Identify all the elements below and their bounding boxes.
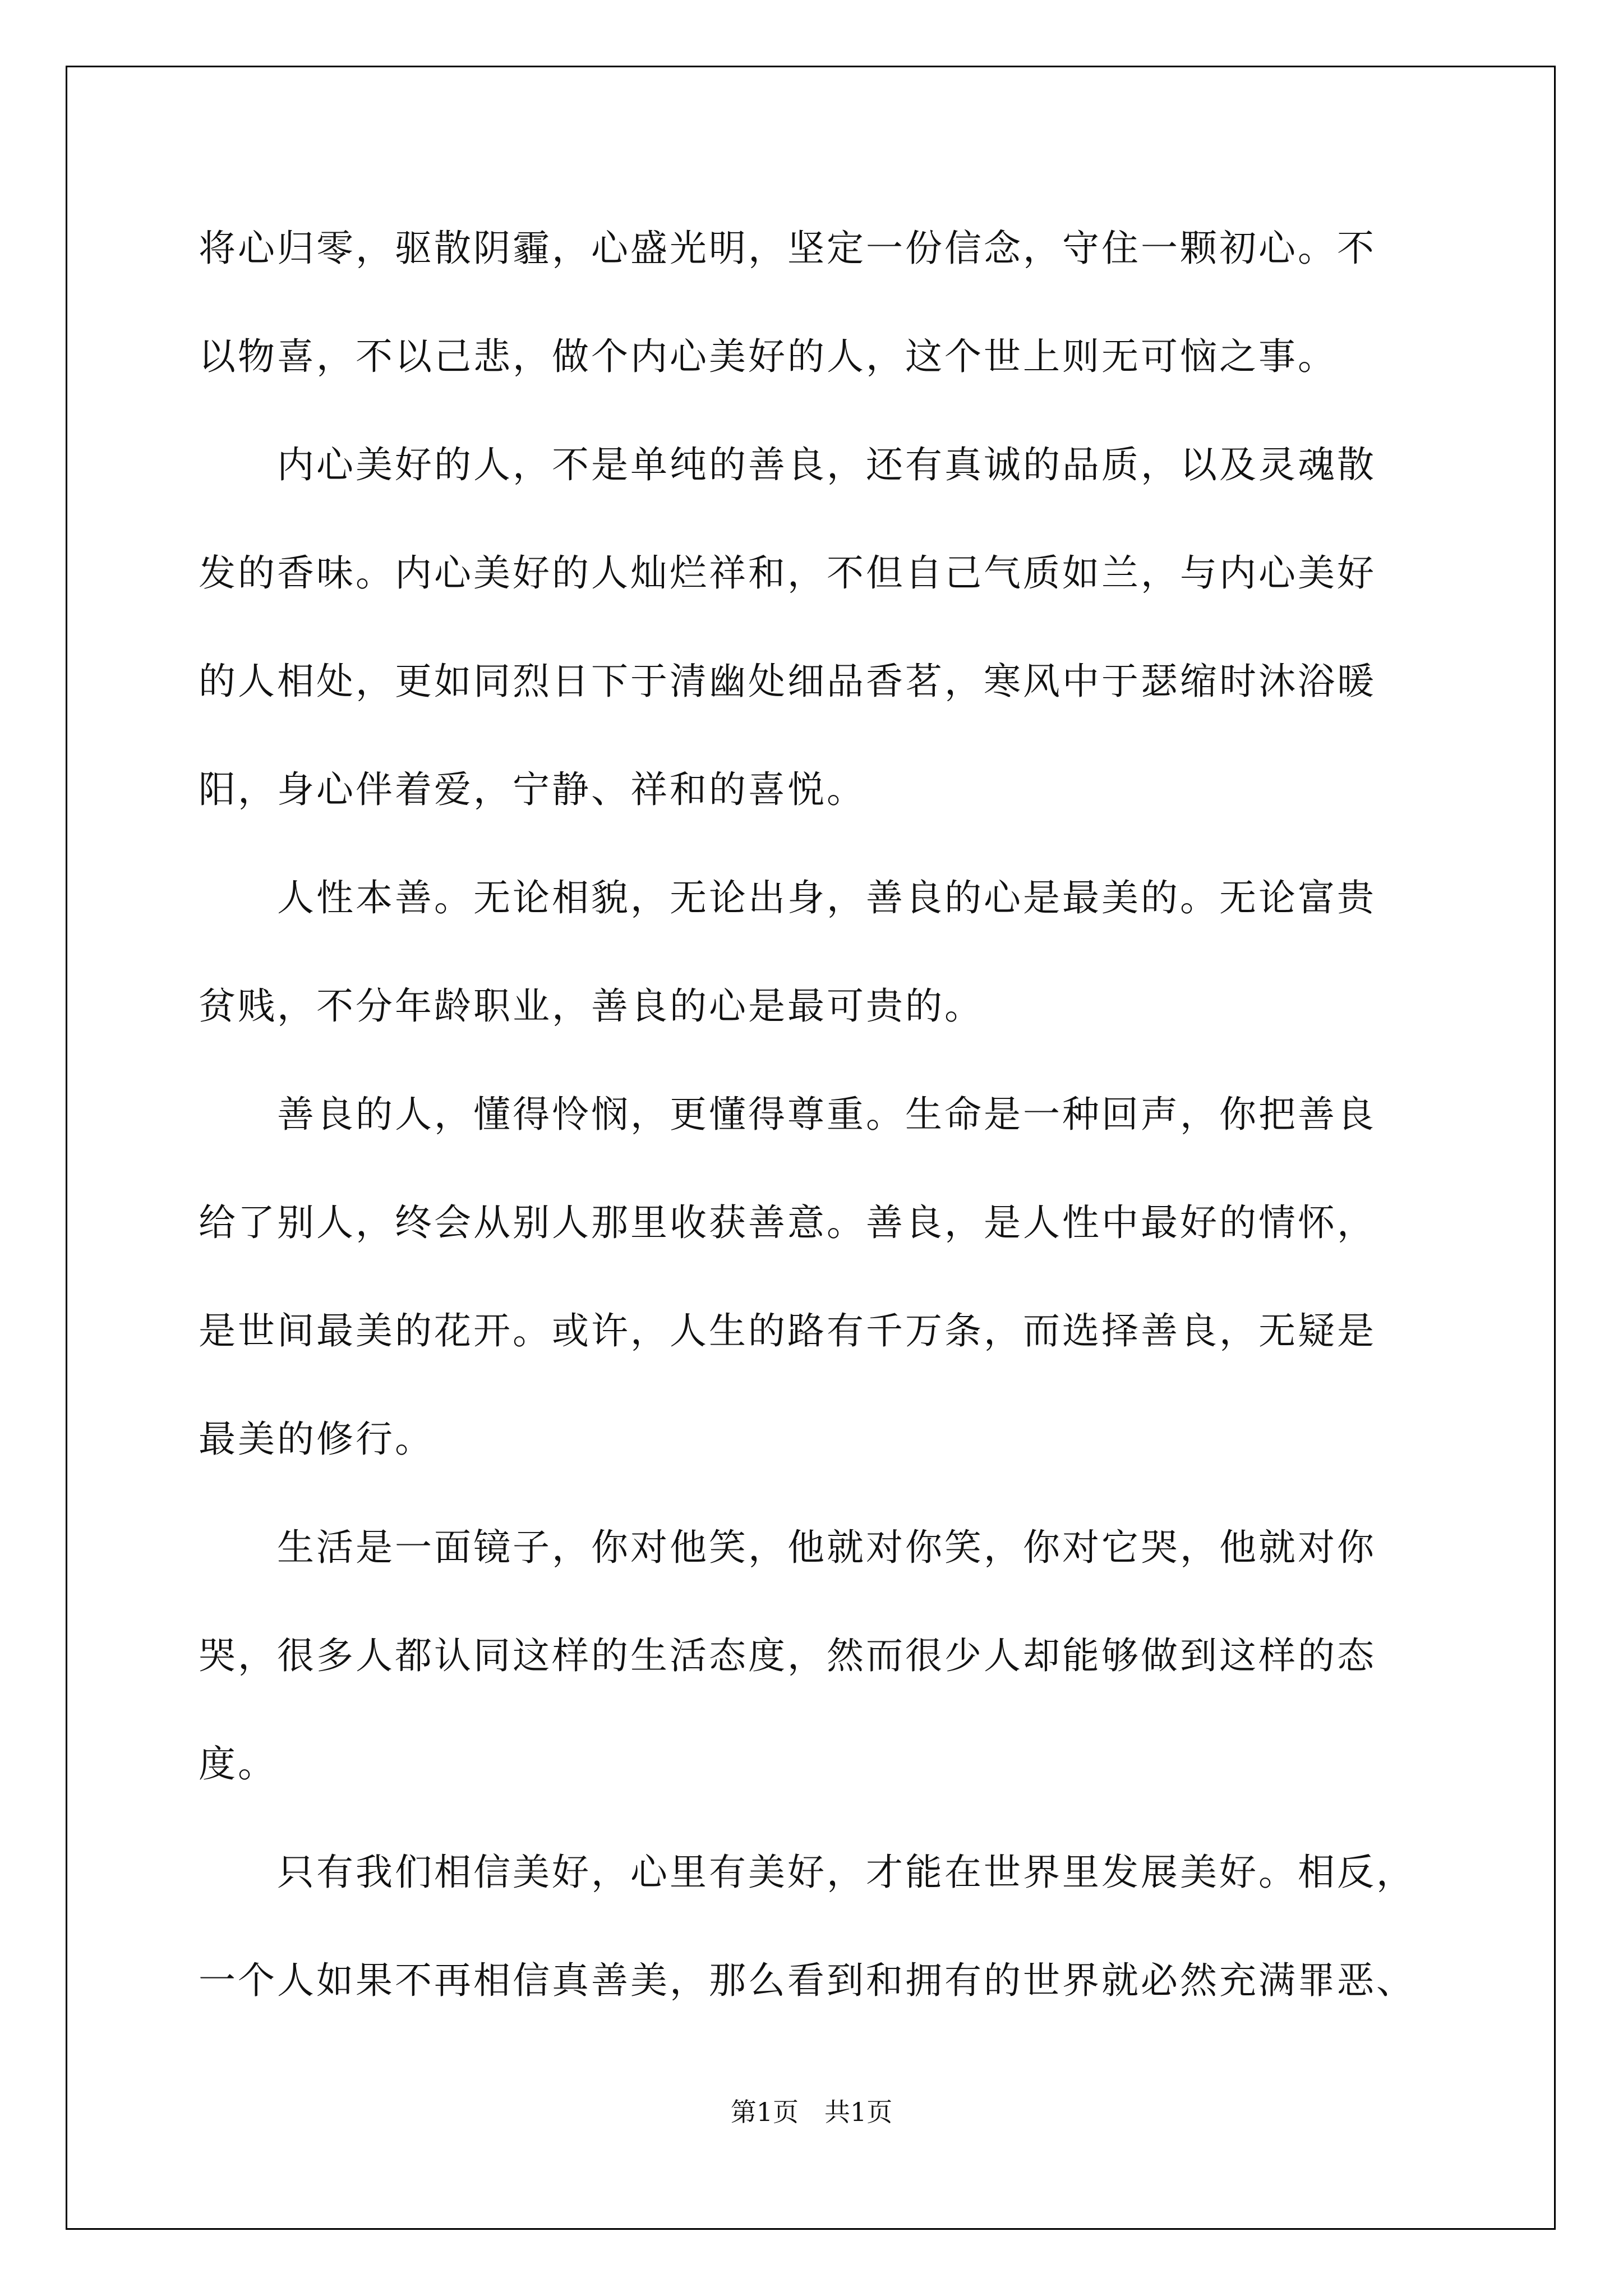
- text-line: 贫贱，不分年龄职业，善良的心是最可贵的。: [199, 984, 984, 1028]
- text-line: 哭，很多人都认同这样的生活态度，然而很少人却能够做到这样的态: [199, 1634, 1376, 1677]
- text-line: 发的香味。内心美好的人灿烂祥和，不但自己气质如兰，与内心美好: [199, 551, 1376, 595]
- text-line: 善良的人，懂得怜悯，更懂得尊重。生命是一种回声，你把善良: [199, 1093, 1376, 1136]
- text-line: 将心归零，驱散阴霾，心盛光明，坚定一份信念，守住一颗初心。不: [199, 227, 1376, 270]
- text-line: 人性本善。无论相貌，无论出身，善良的心是最美的。无论富贵: [199, 876, 1376, 919]
- text-line: 最美的修行。: [199, 1418, 434, 1461]
- text-line: 以物喜，不以己悲，做个内心美好的人，这个世上则无可恼之事。: [199, 335, 1337, 378]
- text-line: 度。: [199, 1742, 277, 1786]
- text-line: 的人相处，更如同烈日下于清幽处细品香茗，寒风中于瑟缩时沐浴暖: [199, 660, 1376, 703]
- text-line: 生活是一面镜子，你对他笑，他就对你笑，你对它哭，他就对你: [199, 1526, 1376, 1569]
- text-line: 给了别人，终会从别人那里收获善意。善良，是人性中最好的情怀，: [199, 1201, 1376, 1244]
- text-line: 阳，身心伴着爱，宁静、祥和的喜悦。: [199, 768, 866, 811]
- text-line: 是世间最美的花开。或许，人生的路有千万条，而选择善良，无疑是: [199, 1309, 1376, 1352]
- page-border: [66, 66, 1556, 2230]
- page-footer: 第1页 共1页: [730, 2097, 893, 2127]
- text-line: 一个人如果不再相信真善美，那么看到和拥有的世界就必然充满罪恶、: [199, 1959, 1415, 2002]
- text-line: 内心美好的人，不是单纯的善良，还有真诚的品质，以及灵魂散: [199, 443, 1376, 486]
- text-line: 只有我们相信美好，心里有美好，才能在世界里发展美好。相反，: [199, 1851, 1415, 1894]
